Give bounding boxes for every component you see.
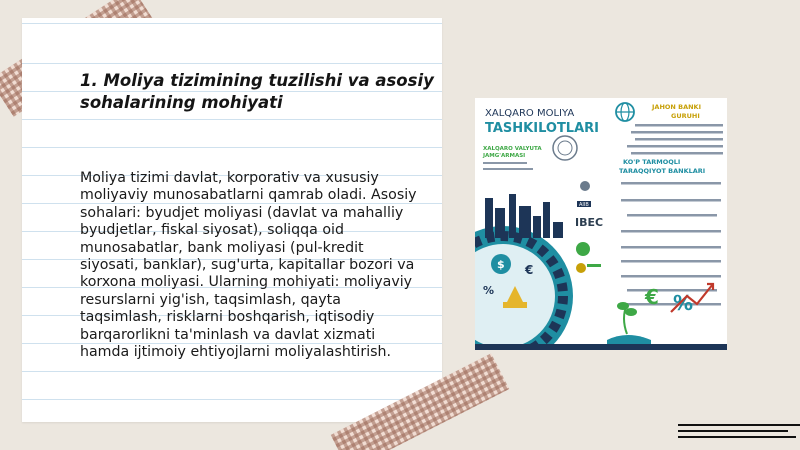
plant-icon — [607, 302, 651, 350]
slide-body-text: Moliya tizimi davlat, korporativ va xususiy moliyaviy munosabatlarni qamrab oladi. Asosiy sohalari: byudjet moliyasi (davlat va mahalliy byudjetlar, fiskal siyosat), soliqqa oid munosabatlar, bank moliyasi (pul-kredit siyosati, banklar), sug'urta, kapitallar bozori va korxona moliyasi. Ularning mohiyati: moliyaviy resurslarni yig'ish, taqsimlash, qayta taqsimlash, risklarni boshqarish, iqtisodiy barqarorlikni ta'minlash va davlat xizmati hamda ijtimoiy ehtiyojlarni moliyalashtirish. — [80, 170, 417, 361]
imf-seal-icon — [553, 136, 577, 160]
svg-text:$: $ — [497, 258, 505, 271]
mid-heading-line1: KO'P TARMOQLI — [623, 158, 681, 166]
slide-title: 1. Moliya tizimining tuzilishi va asosiy sohalarining mohiyati — [80, 71, 434, 112]
infographic-title-line1: XALQARO MOLIYA — [485, 108, 575, 119]
right-heading-line1: JAHON BANKI — [652, 103, 701, 111]
mid-heading-line2: TARAQQIYOT BANKLARI — [619, 167, 706, 175]
infographic-title-line2: TASHKILOTLARI — [485, 121, 600, 136]
right-heading-line2: GURUHI — [671, 112, 700, 120]
svg-text:€: € — [645, 285, 659, 309]
decorative-lines — [678, 424, 800, 444]
infographic-image — [475, 98, 727, 350]
aiib-logo: AIIB — [579, 202, 589, 208]
ibec-logo: IBEC — [575, 216, 604, 229]
bank-logos — [575, 181, 603, 273]
svg-text:€: € — [525, 263, 534, 277]
skyline — [485, 194, 563, 238]
notebook-paper — [22, 18, 442, 422]
svg-text:%: % — [673, 291, 694, 315]
svg-text:%: % — [483, 284, 495, 297]
left-heading-line2: JAMG'ARMASI — [483, 153, 526, 159]
left-heading-line1: XALQARO VALYUTA — [483, 146, 542, 152]
arrow-up-icon — [644, 284, 713, 315]
globe-icon — [616, 103, 634, 121]
